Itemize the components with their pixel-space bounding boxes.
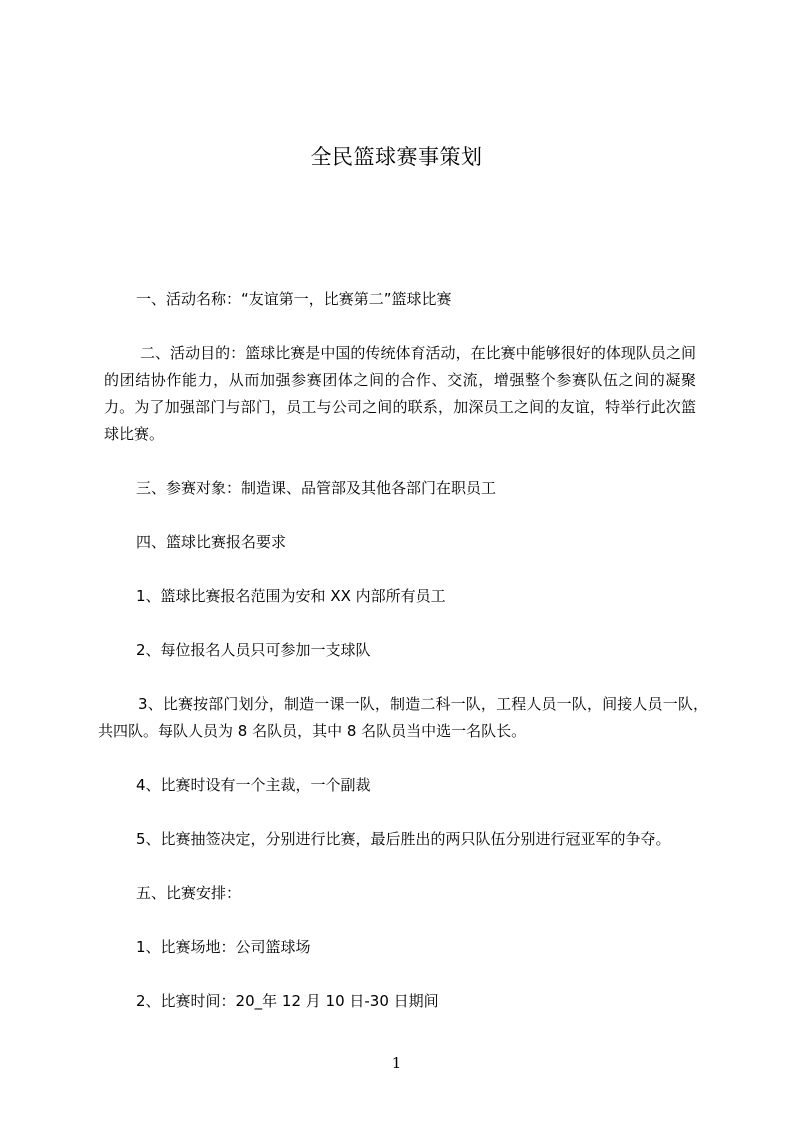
requirement-item-4: 4、比赛时设有一个主裁，一个副裁 — [136, 776, 371, 794]
section-participants: 三、参赛对象：制造课、品管部及其他各部门在职员工 — [136, 479, 497, 497]
schedule-item-time: 2、比赛时间：20_年 12 月 10 日-30 日期间 — [136, 992, 439, 1010]
requirement-item-3: 3、比赛按部门划分，制造一课一队，制造二科一队，工程人员一队，间接人员一队，共四队。每队人员为 8 名队员，其中 8 名队员当中选一名队长。 — [98, 695, 708, 740]
section-activity-name: 一、活动名称：“友谊第一，比赛第二”篮球比赛 — [136, 290, 452, 308]
schedule-item-venue: 1、比赛场地：公司篮球场 — [136, 938, 311, 956]
requirement-item-1: 1、篮球比赛报名范围为安和 XX 内部所有员工 — [136, 587, 446, 605]
document-title: 全民篮球赛事策划 — [310, 145, 483, 169]
section-activity-purpose: 二、活动目的：篮球比赛是中国的传统体育活动，在比赛中能够很好的体现队员之间的团结协作能力，从而加强参赛团体之间的合作、交流，增强整个参赛队伍之间的凝聚力。为了加强部门与部门，员工与公司之间的联系，加深员工之间的友谊，特举行此次篮球比赛。 — [104, 344, 696, 443]
document-body — [98, 286, 708, 1015]
requirement-item-2: 2、每位报名人员只可参加一支球队 — [136, 641, 371, 659]
requirement-item-5: 5、比赛抽签决定，分别进行比赛，最后胜出的两只队伍分别进行冠亚军的争夺。 — [136, 830, 671, 848]
section-registration-requirements: 四、篮球比赛报名要求 — [136, 533, 287, 551]
page-number: 1 — [391, 1054, 402, 1072]
section-schedule: 五、比赛安排： — [136, 884, 242, 902]
